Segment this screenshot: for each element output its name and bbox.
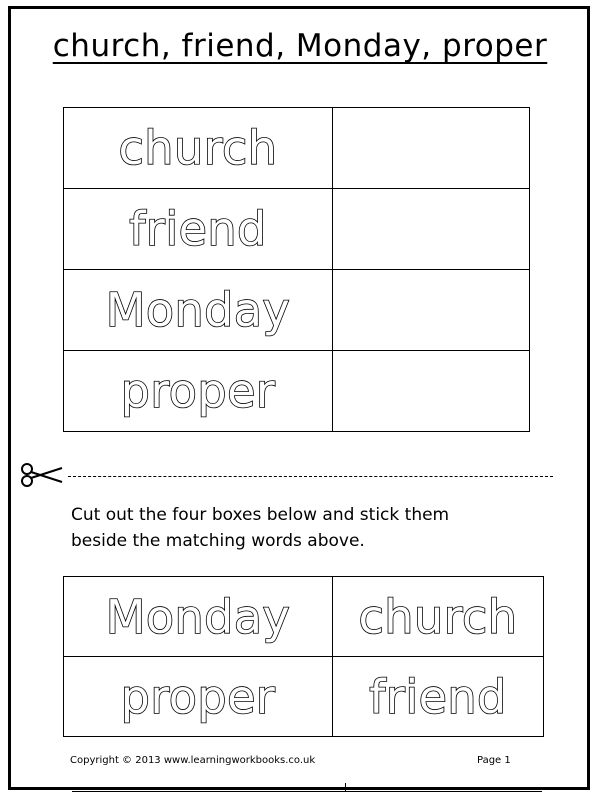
scissors-icon — [20, 462, 64, 493]
matching-table — [63, 107, 530, 432]
cutout-table — [63, 576, 544, 737]
cutout-box-monday: Monday — [64, 577, 333, 657]
copyright-text: Copyright © 2013 www.learningworkbooks.co.uk — [70, 755, 316, 766]
blank-answer-cell — [333, 270, 530, 351]
table-row — [64, 577, 544, 657]
cutout-box-friend: friend — [333, 657, 544, 737]
instructions — [71, 502, 541, 554]
cutout-box-church: church — [333, 577, 544, 657]
page-title — [0, 28, 600, 64]
title-text: church, friend, Monday, proper — [52, 28, 548, 64]
blank-answer-cell — [333, 351, 530, 432]
blank-answer-cell — [333, 189, 530, 270]
word-cell-monday: Monday — [64, 270, 333, 351]
page-number: Page 1 — [477, 755, 511, 766]
table-row — [64, 657, 544, 737]
word-cell-friend: friend — [64, 189, 333, 270]
instruction-line-2: beside the matching words above. — [71, 531, 365, 551]
word-cell-church: church — [64, 108, 333, 189]
cut-line — [68, 476, 553, 477]
cutout-box-proper: proper — [64, 657, 333, 737]
word-cell-proper: proper — [64, 351, 333, 432]
instruction-line-1: Cut out the four boxes below and stick them — [71, 505, 450, 525]
table-row — [64, 189, 530, 270]
table-row — [64, 270, 530, 351]
blank-answer-cell — [333, 108, 530, 189]
bottom-divider — [72, 791, 542, 792]
table-row — [64, 108, 530, 189]
bottom-tick — [345, 783, 346, 792]
table-row — [64, 351, 530, 432]
